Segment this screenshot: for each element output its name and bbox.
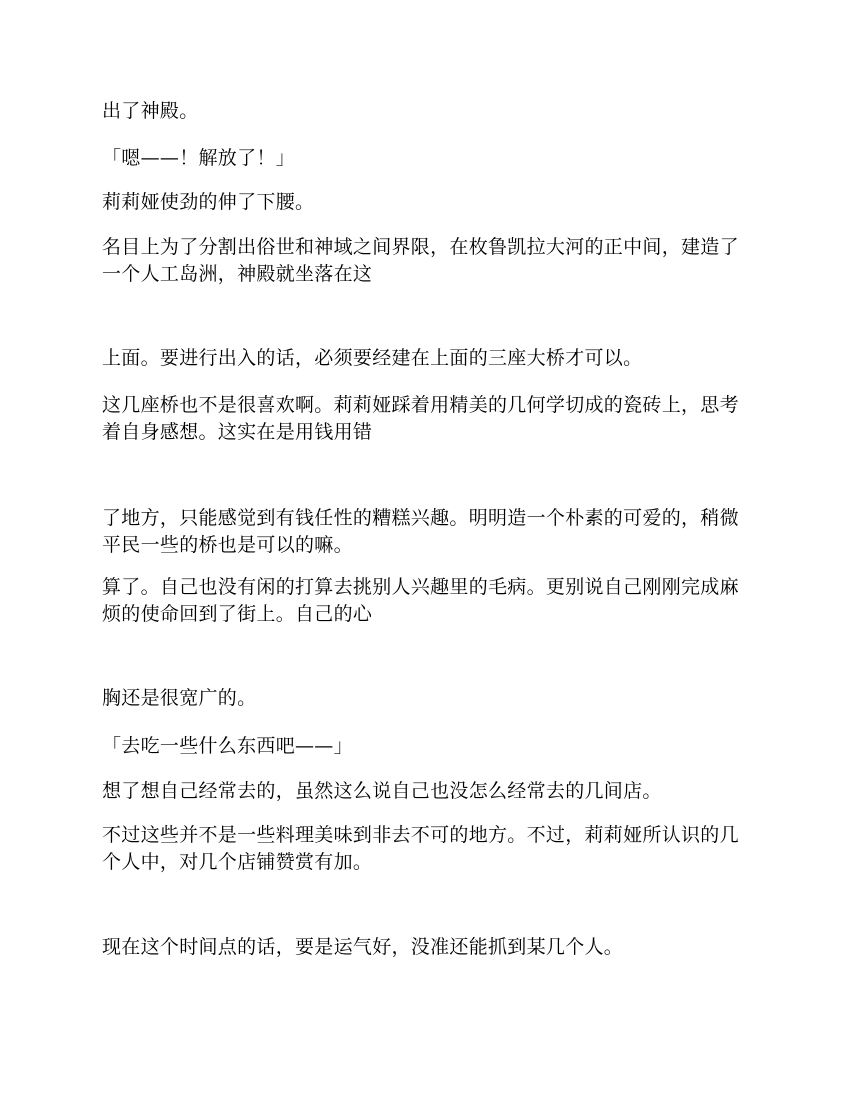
paragraph-9: 胸还是很宽广的。 <box>102 687 257 709</box>
paragraph-12: 不过这些并不是一些料理美味到非去不可的地方。不过，莉莉娅所认识的几个人中，对几个店铺赞赏有加。 <box>102 824 739 873</box>
paragraph-6: 这几座桥也不是很喜欢啊。莉莉娅踩着用精美的几何学切成的瓷砖上，思考着自身感想。这实在是用钱用错 <box>102 394 739 443</box>
paragraph-10: 「去吃一些什么东西吧——」 <box>102 735 353 757</box>
paragraph-1: 出了神殿。 <box>102 100 199 122</box>
paragraph-5: 上面。要进行出入的话，必须要经建在上面的三座大桥才可以。 <box>102 347 643 369</box>
paragraph-11: 想了想自己经常去的，虽然这么说自己也没怎么经常去的几间店。 <box>102 780 662 802</box>
document-page <box>102 0 752 1100</box>
paragraph-3: 莉莉娅使劲的伸了下腰。 <box>102 191 315 213</box>
paragraph-4: 名目上为了分割出俗世和神域之间界限，在枚鲁凯拉大河的正中间，建造了一个人工岛洲，神殿就坐落在这 <box>102 236 739 285</box>
paragraph-2: 「嗯——！解放了！」 <box>102 147 296 169</box>
paragraph-8: 算了。自己也没有闲的打算去挑别人兴趣里的毛病。更别说自己刚刚完成麻烦的使命回到了街上。自己的心 <box>102 576 739 625</box>
paragraph-13: 现在这个时间点的话，要是运气好，没准还能抓到某几个人。 <box>102 936 624 958</box>
paragraph-7: 了地方，只能感觉到有钱任性的糟糕兴趣。明明造一个朴素的可爱的，稍微平民一些的桥也是可以的嘛。 <box>102 507 739 556</box>
